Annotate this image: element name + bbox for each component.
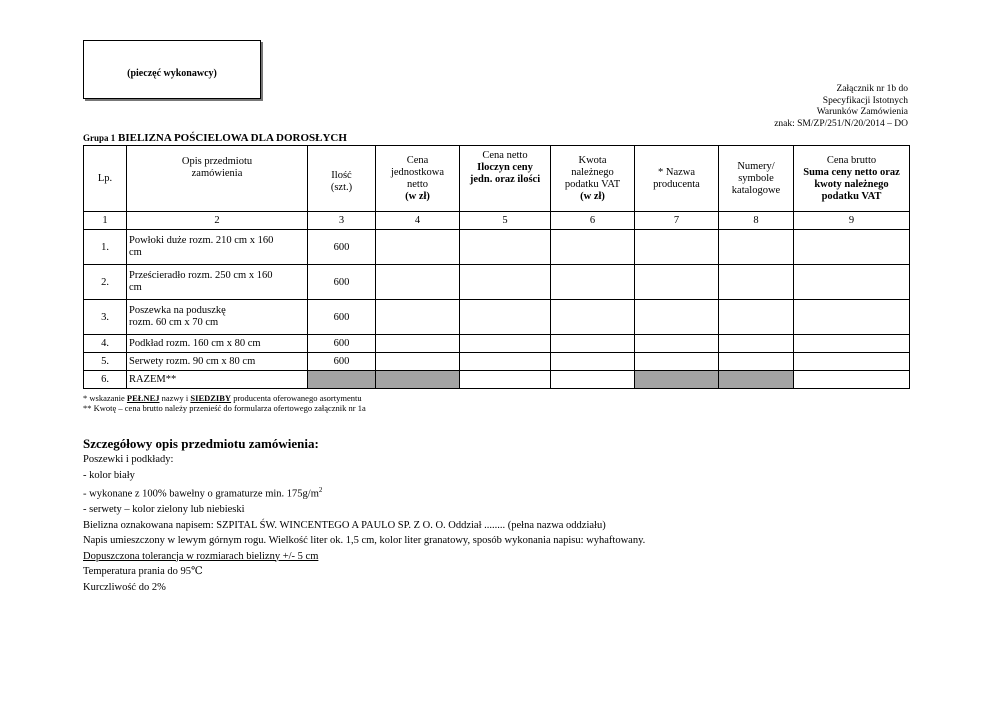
details-body bbox=[83, 452, 645, 595]
column-number: 9 bbox=[794, 212, 910, 230]
header-quantity: Ilość (szt.) bbox=[308, 146, 376, 212]
row-number: 6. bbox=[84, 371, 127, 389]
producer-cell[interactable] bbox=[635, 230, 719, 265]
group-prefix: Grupa 1 bbox=[83, 133, 116, 143]
total-vat-amount-cell[interactable] bbox=[551, 371, 635, 389]
total-gross-price-cell[interactable] bbox=[794, 371, 910, 389]
vat-amount-cell[interactable] bbox=[551, 300, 635, 335]
details-line: Poszewki i podkłady: bbox=[83, 454, 174, 465]
table-row bbox=[84, 353, 910, 371]
footnote-producer: * wskazanie PEŁNEJ nazwy i SIEDZIBY producenta oferowanego asortymentu bbox=[83, 393, 362, 403]
footnote-gross: ** Kwotę – cena brutto należy przenieść do formularza ofertowego załącznik nr 1a bbox=[83, 403, 366, 413]
attachment-line: znak: SM/ZP/251/N/20/2014 – DO bbox=[774, 118, 908, 129]
net-price-cell[interactable] bbox=[460, 335, 551, 353]
shaded-cell bbox=[719, 371, 794, 389]
table-row bbox=[84, 230, 910, 265]
item-description: Powłoki duże rozm. 210 cm x 160 cm bbox=[127, 230, 308, 265]
producer-cell[interactable] bbox=[635, 300, 719, 335]
header-lp: Lp. bbox=[84, 146, 127, 212]
details-line: Temperatura prania do 95℃ bbox=[83, 566, 203, 577]
vat-amount-cell[interactable] bbox=[551, 335, 635, 353]
column-number: 8 bbox=[719, 212, 794, 230]
column-number: 7 bbox=[635, 212, 719, 230]
net-price-cell[interactable] bbox=[460, 353, 551, 371]
row-number: 4. bbox=[84, 335, 127, 353]
vat-amount-cell[interactable] bbox=[551, 230, 635, 265]
row-number: 5. bbox=[84, 353, 127, 371]
net-price-cell[interactable] bbox=[460, 265, 551, 300]
details-line: Bielizna oznakowana napisem: SZPITAL ŚW. WINCENTEGO A PAULO SP. Z O. O. Oddział ........ (pełna nazwa oddziału) bbox=[83, 519, 606, 531]
net-price-cell[interactable] bbox=[460, 300, 551, 335]
details-line: - wykonane z 100% bawełny o gramaturze min. $175g/m^2$ bbox=[83, 486, 323, 500]
gross-price-cell[interactable] bbox=[794, 230, 910, 265]
item-quantity: 600 bbox=[308, 300, 376, 335]
catalog-number-cell[interactable] bbox=[719, 265, 794, 300]
details-line: Napis umieszczony w lewym górnym rogu. Wielkość liter ok. 1,5 cm, kolor liter granatowy, sposób wykonania napisu: wyhaftowany. bbox=[83, 535, 646, 546]
shaded-cell bbox=[376, 371, 460, 389]
group-title bbox=[83, 132, 347, 144]
net-price-cell[interactable] bbox=[460, 230, 551, 265]
item-quantity: 600 bbox=[308, 265, 376, 300]
catalog-number-cell[interactable] bbox=[719, 230, 794, 265]
item-description: Prześcieradło rozm. 250 cm x 160 cm bbox=[127, 265, 308, 300]
table-row bbox=[84, 335, 910, 353]
attachment-line: Warunków Zamówienia bbox=[816, 107, 908, 117]
details-line: - serwety – kolor zielony lub niebieski bbox=[83, 504, 245, 515]
column-number: 6 bbox=[551, 212, 635, 230]
shaded-cell bbox=[635, 371, 719, 389]
total-row bbox=[84, 371, 910, 389]
catalog-number-cell[interactable] bbox=[719, 335, 794, 353]
catalog-number-cell[interactable] bbox=[719, 353, 794, 371]
stamp-label: (pieczęć wykonawcy) bbox=[127, 68, 217, 79]
producer-cell[interactable] bbox=[635, 335, 719, 353]
item-description: Serwety rozm. 90 cm x 80 cm bbox=[127, 353, 308, 371]
item-quantity: 600 bbox=[308, 353, 376, 371]
gross-price-cell[interactable] bbox=[794, 335, 910, 353]
row-number: 2. bbox=[84, 265, 127, 300]
row-number: 1. bbox=[84, 230, 127, 265]
pricing-table bbox=[83, 145, 910, 389]
table-row bbox=[84, 300, 910, 335]
item-description: Podkład rozm. 160 cm x 80 cm bbox=[127, 335, 308, 353]
unit-price-cell[interactable] bbox=[376, 335, 460, 353]
unit-price-cell[interactable] bbox=[376, 265, 460, 300]
unit-price-cell[interactable] bbox=[376, 300, 460, 335]
column-number: 5 bbox=[460, 212, 551, 230]
header-unit-price: Cena jednostkowa netto (w zł) bbox=[376, 146, 460, 212]
details-line: Kurczliwość do 2% bbox=[83, 581, 166, 593]
total-label: RAZEM** bbox=[127, 371, 308, 389]
unit-price-cell[interactable] bbox=[376, 230, 460, 265]
catalog-number-cell[interactable] bbox=[719, 300, 794, 335]
contractor-stamp-box bbox=[83, 40, 261, 99]
vat-amount-cell[interactable] bbox=[551, 353, 635, 371]
item-quantity: 600 bbox=[308, 335, 376, 353]
unit-price-cell[interactable] bbox=[376, 353, 460, 371]
vat-amount-cell[interactable] bbox=[551, 265, 635, 300]
attachment-line: Specyfikacji Istotnych bbox=[822, 95, 908, 106]
producer-cell[interactable] bbox=[635, 265, 719, 300]
gross-price-cell[interactable] bbox=[794, 265, 910, 300]
table-row bbox=[84, 265, 910, 300]
group-name: BIELIZNA POŚCIELOWA DLA DOROSŁYCH bbox=[118, 132, 347, 144]
details-line: - kolor biały bbox=[83, 469, 135, 481]
header-net-price: Cena netto Iloczyn ceny jedn. oraz ilości bbox=[460, 146, 551, 212]
header-description: Opis przedmiotu zamówienia bbox=[127, 146, 308, 212]
gross-price-cell[interactable] bbox=[794, 353, 910, 371]
shaded-cell bbox=[308, 371, 376, 389]
header-gross-price: Cena brutto Suma ceny netto oraz kwoty należnego podatku VAT bbox=[794, 146, 910, 212]
column-number: 4 bbox=[376, 212, 460, 230]
attachment-line: Załącznik nr 1b do bbox=[836, 84, 908, 94]
gross-price-cell[interactable] bbox=[794, 300, 910, 335]
column-number: 2 bbox=[127, 212, 308, 230]
row-number: 3. bbox=[84, 300, 127, 335]
producer-cell[interactable] bbox=[635, 353, 719, 371]
header-catalog-numbers: Numery/ symbole katalogowe bbox=[719, 146, 794, 212]
details-line: Dopuszczona tolerancja w rozmiarach bielizny +/- 5 cm bbox=[83, 550, 319, 562]
column-number: 3 bbox=[308, 212, 376, 230]
total-net-price-cell[interactable] bbox=[460, 371, 551, 389]
column-number: 1 bbox=[84, 212, 127, 230]
attachment-note bbox=[774, 84, 908, 130]
header-producer: * Nazwa producenta bbox=[635, 146, 719, 212]
item-quantity: 600 bbox=[308, 230, 376, 265]
header-vat-amount: Kwota należnego podatku VAT (w zł) bbox=[551, 146, 635, 212]
footnotes bbox=[83, 393, 366, 413]
item-description: Poszewka na poduszkę rozm. 60 cm x 70 cm bbox=[127, 300, 308, 335]
table-header-row bbox=[84, 146, 910, 212]
details-heading: Szczegółowy opis przedmiotu zamówienia: bbox=[83, 436, 319, 451]
column-number-row bbox=[84, 212, 910, 230]
